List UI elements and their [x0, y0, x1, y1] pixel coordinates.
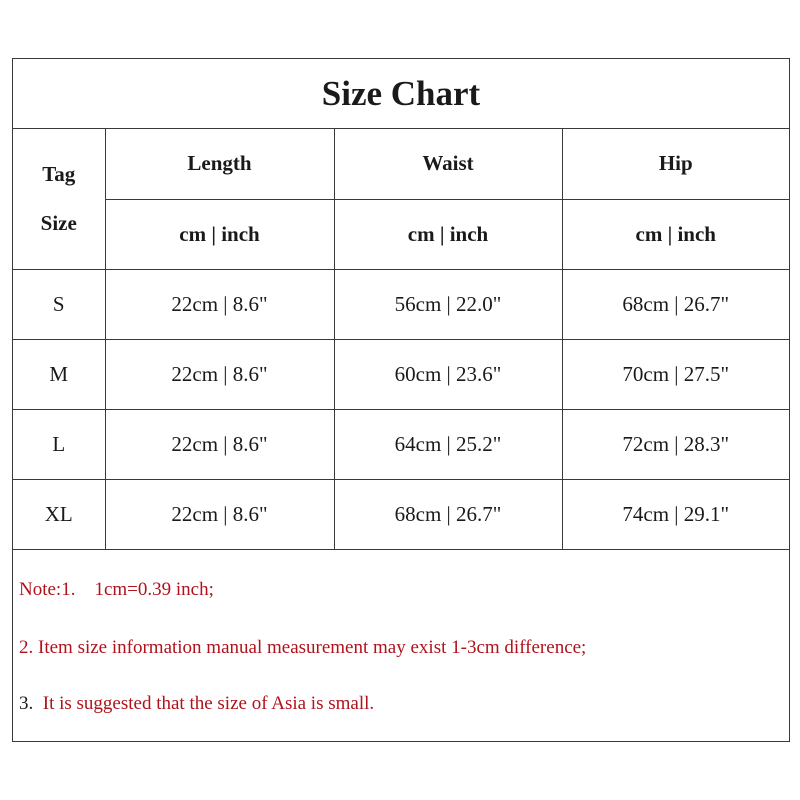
note-3-text: It is suggested that the size of Asia is small. — [42, 693, 375, 714]
waist-cell: 56cm | 22.0" — [334, 269, 562, 339]
hip-cell: 72cm | 28.3" — [562, 409, 789, 479]
units-hip: cm | inch — [562, 199, 789, 269]
units-row — [13, 199, 789, 269]
waist-cell: 64cm | 25.2" — [334, 409, 562, 479]
note-3 — [19, 693, 374, 715]
size-label: Size — [40, 210, 77, 235]
length-cell: 22cm | 8.6" — [105, 409, 334, 479]
units-waist: cm | inch — [334, 199, 562, 269]
length-cell: 22cm | 8.6" — [105, 269, 334, 339]
hip-cell: 74cm | 29.1" — [562, 479, 789, 549]
hip-cell: 68cm | 26.7" — [562, 269, 789, 339]
header-row — [13, 129, 789, 199]
column-header-waist: Waist — [334, 129, 562, 199]
note-1: Note:1. 1cm=0.39 inch; — [19, 579, 214, 600]
table-row — [13, 339, 789, 409]
size-cell: L — [13, 409, 105, 479]
waist-cell: 60cm | 23.6" — [334, 339, 562, 409]
column-header-hip: Hip — [562, 129, 789, 199]
table-row — [13, 479, 789, 549]
size-table — [13, 129, 789, 550]
table-row — [13, 409, 789, 479]
length-cell: 22cm | 8.6" — [105, 339, 334, 409]
tag-label: Tag — [42, 161, 76, 186]
note-2: 2. Item size information manual measurement may exist 1-3cm difference; — [19, 637, 587, 658]
size-cell: M — [13, 339, 105, 409]
tag-size-header — [13, 129, 105, 269]
hip-cell: 70cm | 27.5" — [562, 339, 789, 409]
size-chart-frame — [12, 58, 790, 742]
page-title: Size Chart — [13, 59, 789, 129]
length-cell: 22cm | 8.6" — [105, 479, 334, 549]
waist-cell: 68cm | 26.7" — [334, 479, 562, 549]
column-header-length: Length — [105, 129, 334, 199]
size-cell: XL — [13, 479, 105, 549]
size-cell: S — [13, 269, 105, 339]
note-3-number: 3. — [19, 693, 34, 714]
units-length: cm | inch — [105, 199, 334, 269]
table-row — [13, 269, 789, 339]
